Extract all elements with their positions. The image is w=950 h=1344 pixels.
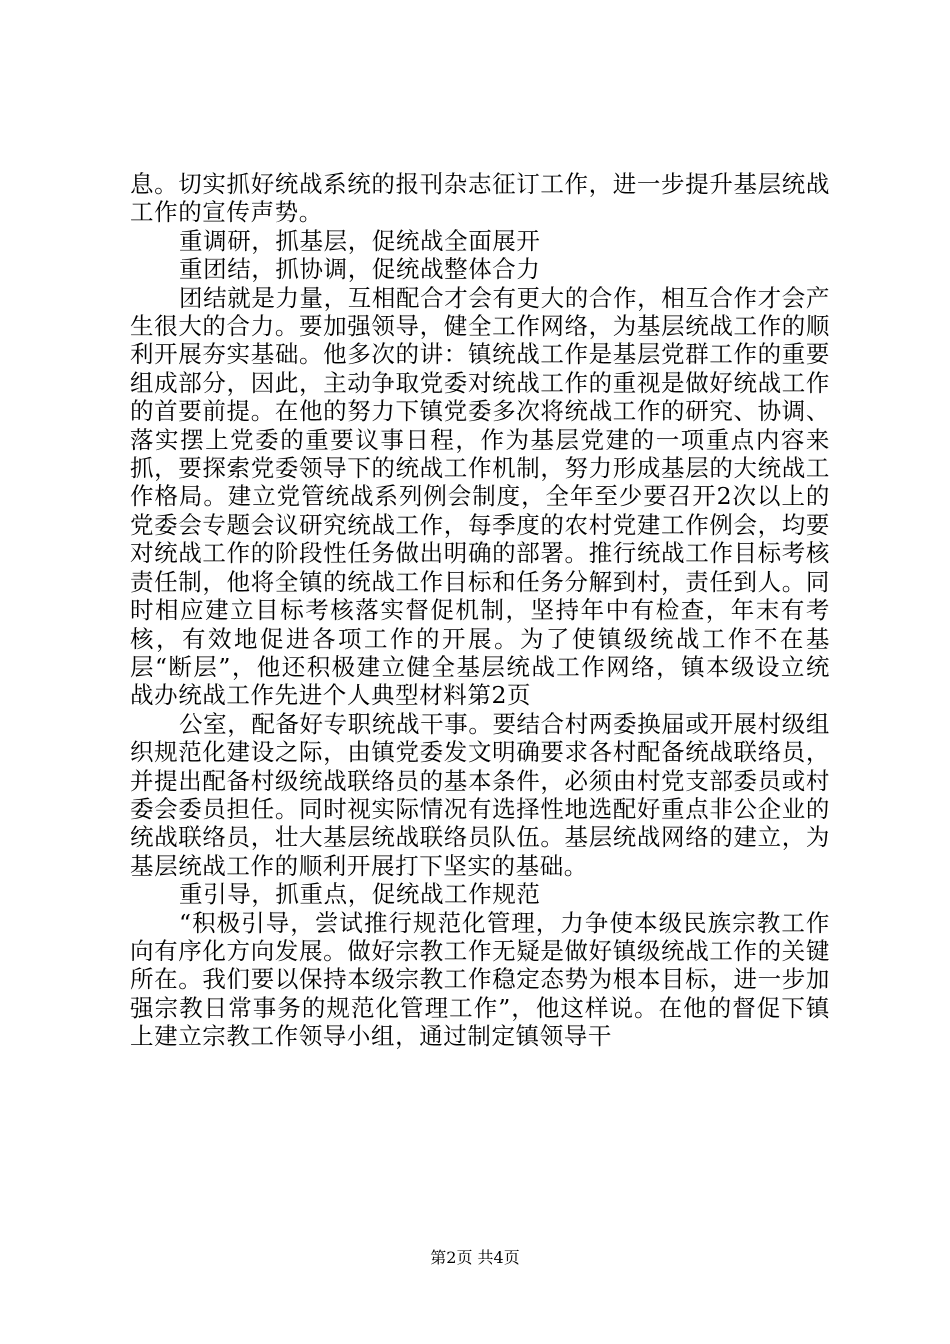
heading-research: 重调研，抓基层，促统战全面展开: [179, 226, 541, 255]
heading-guidance: 重引导，抓重点，促统战工作规范: [179, 880, 541, 909]
page-footer: 第2页 共4页: [430, 1248, 520, 1267]
document-body: [130, 170, 830, 1051]
paragraph-guidance: “积极引导，尝试推行规范化管理，力争使本级民族宗教工作向有序化方向发展。做好宗教工作无疑是做好镇级统战工作的关键所在。我们要以保持本级宗教工作稳定态势为根本目标，进一步加强宗教日常事务的规范化管理工作”，他这样说。在他的督促下镇上建立宗教工作领导小组，通过制定镇领导干: [130, 908, 830, 1051]
paragraph-unity: 团结就是力量，互相配合才会有更大的合作，相互合作才会产生很大的合力。要加强领导，健全工作网络，为基层统战工作的顺利开展夯实基础。他多次的讲：镇统战工作是基层党群工作的重要组成部分，因此，主动争取党委对统战工作的重视是做好统战工作的首要前提。在他的努力下镇党委多次将统战工作的研究、协调、落实摆上党委的重要议事日程，作为基层党建的一项重点内容来抓，要探索党委领导下的统战工作机制，努力形成基层的大统战工作格局。建立党管统战系列例会制度，全年至少要召开2次以上的党委会专题会议研究统战工作，每季度的农村党建工作例会，均要对统战工作的阶段性任务做出明确的部署。推行统战工作目标考核责任制，他将全镇的统战工作目标和任务分解到村，责任到人。同时相应建立目标考核落实督促机制，坚持年中有检查，年末有考核，有效地促进各项工作的开展。为了使镇级统战工作不在基层“断层”，他还积极建立健全基层统战工作网络，镇本级设立统战办统战工作先进个人典型材料第2页: [130, 283, 830, 710]
paragraph-office: 公室，配备好专职统战干事。要结合村两委换届或开展村级组织规范化建设之际，由镇党委发文明确要求各村配备统战联络员，并提出配备村级统战联络员的基本条件，必须由村党支部委员或村委会委员担任。同时视实际情况有选择性地选配好重点非公企业的统战联络员，壮大基层统战联络员队伍。基层统战网络的建立，为基层统战工作的顺利开展打下坚实的基础。: [130, 709, 830, 880]
heading-unity: 重团结，抓协调，促统战整体合力: [179, 255, 541, 284]
paragraph-1: 息。切实抓好统战系统的报刊杂志征订工作，进一步提升基层统战工作的宣传声势。: [130, 170, 830, 227]
